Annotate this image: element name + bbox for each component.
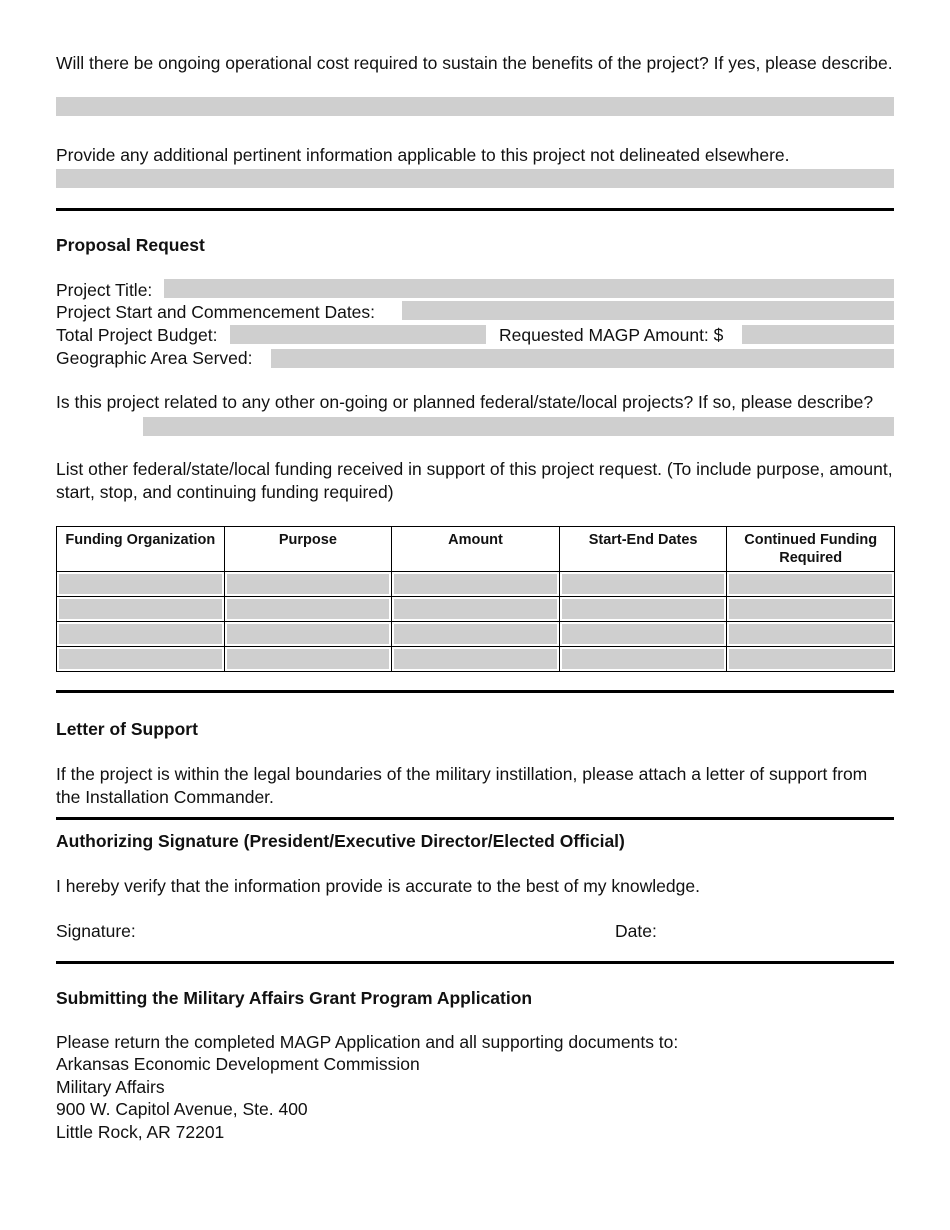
- geo-label: Geographic Area Served:: [56, 348, 253, 368]
- table-input-cell[interactable]: [729, 624, 892, 644]
- table-input-cell[interactable]: [729, 599, 892, 619]
- table-input-cell[interactable]: [562, 599, 725, 619]
- dates-field[interactable]: [402, 301, 894, 320]
- table-input-cell[interactable]: [227, 624, 390, 644]
- ongoing-cost-field[interactable]: [56, 97, 894, 116]
- section-divider: [56, 208, 894, 211]
- letter-heading: Letter of Support: [56, 719, 198, 739]
- ongoing-cost-question: Will there be ongoing operational cost required to sustain the benefits of the project? If yes, please describe.: [56, 53, 893, 73]
- table-row: [57, 622, 895, 647]
- funding-table: [56, 526, 895, 672]
- signature-label: Signature:: [56, 921, 136, 941]
- additional-info-field[interactable]: [56, 169, 894, 188]
- section-divider: [56, 690, 894, 693]
- table-input-cell[interactable]: [227, 649, 390, 669]
- date-label: Date:: [615, 921, 657, 941]
- project-title-label: Project Title:: [56, 280, 153, 300]
- header-continued-funding: Continued Funding Required: [727, 527, 895, 572]
- magp-amount-field[interactable]: [742, 325, 894, 344]
- table-input-cell[interactable]: [562, 574, 725, 594]
- header-funding-organization: Funding Organization: [57, 527, 225, 572]
- project-title-field[interactable]: [164, 279, 894, 298]
- auth-heading: Authorizing Signature (President/Executive Director/Elected Official): [56, 831, 625, 851]
- dates-label: Project Start and Commencement Dates:: [56, 302, 376, 322]
- submit-heading: Submitting the Military Affairs Grant Program Application: [56, 988, 533, 1008]
- budget-label: Total Project Budget:: [56, 325, 218, 345]
- submit-intro: Please return the completed MAGP Application and all supporting documents to:: [56, 1032, 679, 1052]
- table-row: [57, 572, 895, 597]
- header-start-end-dates: Start-End Dates: [559, 527, 727, 572]
- address-line: Military Affairs: [56, 1077, 165, 1097]
- table-input-cell[interactable]: [394, 649, 557, 669]
- list-funding-instruction: List other federal/state/local funding received in support of this project request. (To include purpose, amount, start, stop, and continuing funding required): [56, 459, 893, 502]
- table-input-cell[interactable]: [227, 599, 390, 619]
- section-divider: [56, 817, 894, 820]
- related-question: Is this project related to any other on-going or planned federal/state/local projects? If so, please describe?: [56, 392, 874, 412]
- address-line: 900 W. Capitol Avenue, Ste. 400: [56, 1099, 308, 1119]
- table-input-cell[interactable]: [227, 574, 390, 594]
- table-input-cell[interactable]: [59, 649, 222, 669]
- table-input-cell[interactable]: [729, 574, 892, 594]
- table-input-cell[interactable]: [394, 574, 557, 594]
- header-amount: Amount: [392, 527, 560, 572]
- geo-field[interactable]: [271, 349, 894, 368]
- table-input-cell[interactable]: [562, 649, 725, 669]
- header-purpose: Purpose: [224, 527, 392, 572]
- related-field[interactable]: [143, 417, 894, 436]
- table-input-cell[interactable]: [59, 599, 222, 619]
- budget-field[interactable]: [230, 325, 486, 344]
- magp-amount-label: Requested MAGP Amount: $: [499, 325, 724, 345]
- section-divider: [56, 961, 894, 964]
- table-input-cell[interactable]: [394, 599, 557, 619]
- additional-info-question: Provide any additional pertinent information applicable to this project not delineated elsewhere.: [56, 145, 790, 165]
- table-input-cell[interactable]: [59, 624, 222, 644]
- verify-text: I hereby verify that the information provide is accurate to the best of my knowledge.: [56, 876, 700, 896]
- address-line: Little Rock, AR 72201: [56, 1122, 225, 1142]
- table-input-cell[interactable]: [394, 624, 557, 644]
- table-row: [57, 647, 895, 672]
- letter-text: If the project is within the legal boundaries of the military instillation, please attach a letter of support from the Installation Commander.: [56, 764, 868, 807]
- table-input-cell[interactable]: [562, 624, 725, 644]
- proposal-heading: Proposal Request: [56, 235, 205, 255]
- table-input-cell[interactable]: [729, 649, 892, 669]
- table-row: [57, 597, 895, 622]
- address-line: Arkansas Economic Development Commission: [56, 1054, 420, 1074]
- table-input-cell[interactable]: [59, 574, 222, 594]
